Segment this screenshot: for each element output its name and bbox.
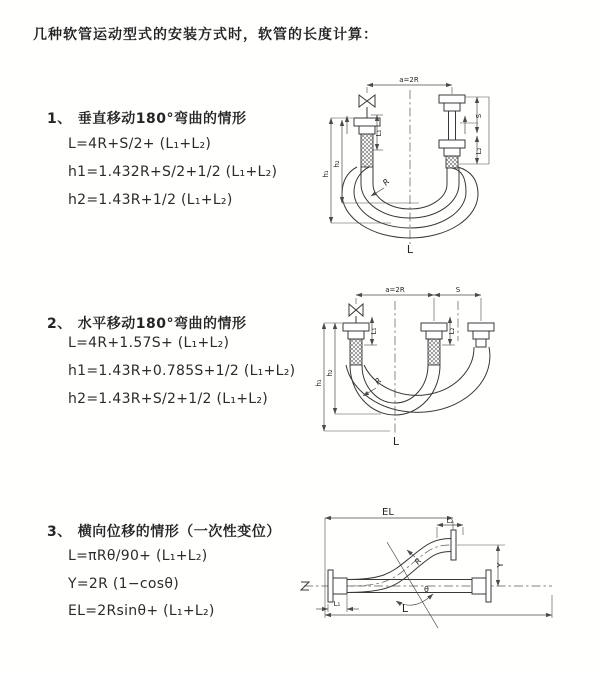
- section-3-number: 3、: [47, 524, 72, 540]
- formula-s3-l: L=πRθ/90+ (L₁+L₂): [68, 548, 208, 564]
- formula-s2-h2: h2=1.43R+S/2+1/2 (L₁+L₂): [68, 391, 269, 407]
- formula-s2-h1: h1=1.43R+0.785S+1/2 (L₁+L₂): [68, 363, 296, 379]
- dim-a2r: [356, 286, 434, 295]
- section-2-heading: [47, 313, 246, 333]
- valve-icon: [359, 95, 375, 118]
- dim-label-h1: h₁: [315, 379, 323, 387]
- section-1-number: 1、: [47, 111, 72, 127]
- section-2-number: 2、: [47, 316, 72, 332]
- right-pipe: [468, 323, 494, 347]
- formula-s1-h2: h2=1.43R+1/2 (L₁+L₂): [68, 192, 233, 208]
- dim-label-l: L: [406, 243, 414, 256]
- dim-label-r: R: [381, 177, 392, 188]
- braid-section: [361, 134, 373, 167]
- dim-label-h1: h₁: [322, 170, 330, 178]
- section-3-heading-text: 横向位移的情形（一次性变位）: [77, 524, 281, 540]
- dim-label-h2: h₂: [333, 160, 341, 168]
- dim-l1: [316, 595, 359, 612]
- dim-l: [325, 595, 552, 618]
- middle-pipe: [421, 323, 447, 365]
- centerline-group: [395, 301, 458, 435]
- formula-s3-el: EL=2Rsinθ+ (L₁+L₂): [68, 603, 215, 619]
- left-pipe: [343, 323, 369, 365]
- radius-callout: [371, 177, 391, 196]
- dim-label-a2r: a=2R: [385, 286, 405, 294]
- dim-label-l1: L₁: [375, 129, 383, 137]
- section-1-heading-text: 垂直移动180°弯曲的情形: [77, 111, 247, 127]
- dim-label-l1: L₁: [370, 327, 378, 335]
- valve-icon: [349, 298, 363, 323]
- dim-s: [434, 286, 481, 321]
- dim-el: [325, 507, 453, 618]
- dim-label-r: R: [412, 556, 424, 567]
- dim-label-l1: L₁: [333, 600, 341, 608]
- formula-s3-y: Y=2R (1−cosθ): [68, 576, 179, 592]
- braid-section: [428, 339, 440, 365]
- dim-label-h2: h₂: [326, 369, 334, 377]
- formula-s1-h1: h1=1.432R+S/2+1/2 (L₁+L₂): [68, 164, 278, 180]
- diagram-horizontal-movement: [278, 283, 600, 458]
- dim-s: [475, 97, 483, 133]
- page-title: 几种软管运动型式的安装方式时，软管的长度计算：: [33, 27, 378, 43]
- dim-label-l2: L₂: [448, 327, 456, 335]
- diagram-vertical-movement: [287, 72, 587, 260]
- dim-label-s: S: [475, 113, 483, 119]
- left-pipe: [354, 118, 380, 167]
- left-flange: [328, 570, 347, 602]
- braid-section: [446, 156, 458, 168]
- dim-l2: [459, 97, 489, 164]
- hose-s-curve: [347, 539, 451, 593]
- dim-label-a2r: a=2R: [399, 76, 419, 84]
- formula-s1-l: L=4R+S/2+ (L₁+L₂): [68, 136, 212, 152]
- dim-label-el: EL: [382, 507, 394, 518]
- section-2-heading-text: 水平移动180°弯曲的情形: [77, 316, 247, 332]
- dim-label-l2: L₂: [446, 517, 454, 525]
- braid-section: [350, 339, 362, 365]
- dim-a2r: [367, 76, 452, 94]
- formula-s2-l: L=4R+1.57S+ (L₁+L₂): [68, 335, 230, 351]
- hose-u-bends: [346, 347, 490, 415]
- dim-label-r: R: [373, 376, 384, 387]
- diagram-lateral-displacement: [296, 505, 596, 639]
- dim-label-l: L: [401, 602, 409, 615]
- right-flange: [472, 570, 491, 602]
- dim-label-l: L: [392, 435, 400, 448]
- section-3-heading: [47, 521, 281, 541]
- section-1-heading: [47, 108, 246, 128]
- dim-label-y: Y: [496, 562, 505, 568]
- dim-label-l2: L₂: [475, 147, 483, 155]
- dim-l2: [437, 517, 463, 538]
- dim-label-theta: θ: [424, 585, 429, 594]
- dim-label-s: S: [455, 286, 461, 294]
- right-pipe: [439, 95, 465, 168]
- upper-flange: [451, 530, 456, 560]
